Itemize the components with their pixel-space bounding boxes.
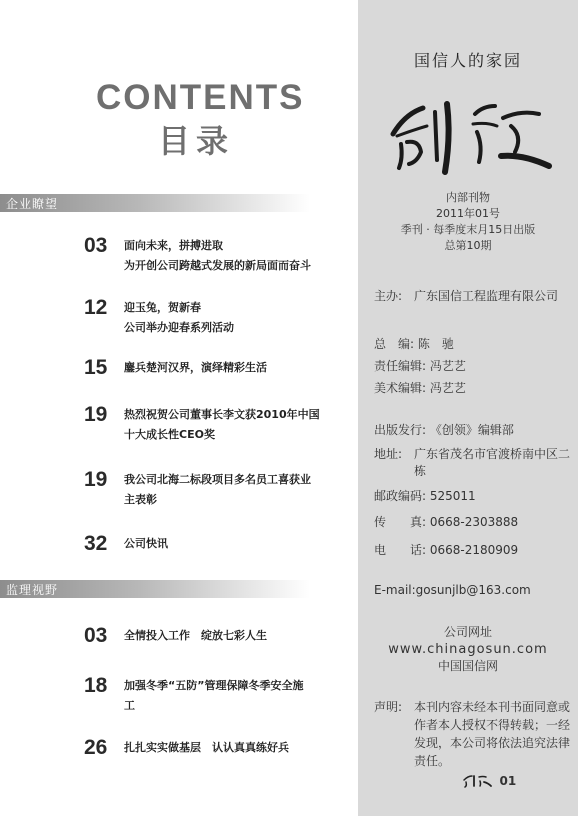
page-number: 03	[84, 234, 108, 257]
sponsor-value: 广东国信工程监理有限公司	[414, 289, 559, 303]
address-label: 地址:	[374, 447, 403, 461]
website-name: 中国国信网	[437, 659, 498, 673]
publisher-row	[374, 422, 570, 439]
sponsor-label: 主办:	[374, 289, 403, 303]
entry-title: 我公司北海二标段项目多名员工喜获业 主表彰	[124, 473, 311, 506]
section-label: 监理视野	[6, 583, 59, 597]
fax-value: 0668-2303888	[429, 515, 519, 529]
website-block	[358, 624, 578, 675]
pub-schedule: 季刊 · 每季度末月15日出版	[400, 223, 536, 236]
address-value: 广东省茂名市官渡桥南中区二栋	[414, 447, 571, 478]
statement-body: 本刊内容未经本刊书面同意或作者本人授权不得转载；一经发现，本公司将依法追究法律责任。	[414, 700, 571, 768]
statement-label: 声明:	[374, 700, 403, 714]
publication-info	[358, 190, 578, 254]
website-url[interactable]: www.chinagosun.com	[388, 642, 548, 657]
section-header-supervision	[0, 580, 310, 598]
entry-title: 面向未来，拼搏进取 为开创公司跨越式发展的新局面而奋斗	[124, 239, 311, 272]
section-label: 企业瞭望	[6, 197, 59, 211]
page-number: 18	[84, 674, 108, 697]
postcode-value: 525011	[429, 489, 476, 503]
page-number: 12	[84, 296, 108, 319]
phone-value: 0668-2180909	[429, 543, 519, 557]
page-number: 26	[84, 736, 108, 759]
masthead-sidebar	[358, 0, 578, 816]
phone-label: 电 话:	[374, 543, 427, 557]
resp-editor-label: 责任编辑:	[374, 359, 427, 373]
contents-title-en: CONTENTS	[96, 78, 305, 117]
address-row	[374, 446, 570, 480]
chief-editor-value: 陈 驰	[417, 337, 454, 351]
entry-title: 全情投入工作 绽放七彩人生	[124, 629, 267, 642]
art-editor-value: 冯艺艺	[429, 381, 466, 395]
resp-editor-row	[374, 358, 570, 375]
entry-title: 迎玉兔，贺新春 公司举办迎春系列活动	[124, 301, 234, 334]
fax-label: 传 真:	[374, 515, 427, 529]
entry-title: 热烈祝贺公司董事长李文获2010年中国 十大成长性CEO奖	[124, 408, 320, 441]
page-number: 03	[84, 624, 108, 647]
page-number: 32	[84, 532, 108, 555]
art-editor-row	[374, 380, 570, 397]
entry-title: 加强冬季“五防”管理保障冬季安全施 工	[124, 679, 304, 712]
pub-issue: 2011年01号	[436, 207, 500, 220]
footer-page-number: 01	[499, 774, 517, 788]
page-footer	[462, 774, 542, 788]
pub-type: 内部刊物	[446, 191, 490, 204]
fax-row	[374, 514, 570, 531]
page-number: 19	[84, 468, 108, 491]
sponsor-row	[374, 288, 570, 305]
postcode-row	[374, 488, 570, 505]
pub-total: 总第10期	[444, 239, 492, 252]
publisher-label: 出版发行:	[374, 423, 427, 437]
page-number: 15	[84, 356, 108, 379]
chief-editor-row	[374, 336, 570, 353]
entry-title: 公司快讯	[124, 537, 168, 550]
resp-editor-value: 冯艺艺	[429, 359, 466, 373]
entry-title: 鏖兵楚河汉界，演绎精彩生活	[124, 361, 267, 374]
chief-editor-label: 总 编:	[374, 337, 415, 351]
email-link: E-mail:gosunjlb@163.com	[374, 583, 531, 597]
publisher-value: 《创领》编辑部	[429, 423, 514, 437]
footer-logo-icon	[462, 774, 492, 788]
email-row[interactable]	[374, 582, 570, 599]
contents-title-cn: 目录	[158, 122, 235, 160]
entry-title: 扎扎实实做基层 认认真真练好兵	[124, 741, 289, 754]
art-editor-label: 美术编辑:	[374, 381, 427, 395]
magazine-logo	[383, 96, 553, 176]
section-header-enterprise	[0, 194, 310, 212]
tagline: 国信人的家园	[413, 51, 522, 70]
phone-row	[374, 542, 570, 559]
postcode-label: 邮政编码:	[374, 489, 427, 503]
website-label: 公司网址	[443, 625, 492, 639]
page-number: 19	[84, 403, 108, 426]
